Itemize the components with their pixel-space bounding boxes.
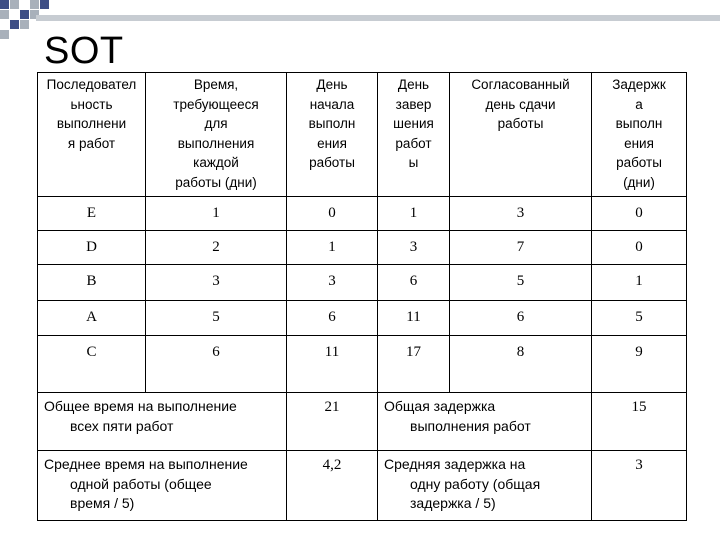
summary-label-line: Общее время на выполнение — [44, 398, 237, 414]
table-cell: 8 — [450, 336, 592, 393]
table-cell: 5 — [450, 265, 592, 301]
table-cell: A — [38, 301, 146, 336]
table-cell: 1 — [592, 265, 687, 301]
table-cell: 1 — [146, 197, 287, 231]
header-line: работы — [497, 116, 544, 131]
summary-value: 21 — [287, 393, 378, 451]
table-cell: 5 — [146, 301, 287, 336]
header-line: выполнения — [177, 135, 255, 151]
header-line: Задержк — [612, 77, 666, 92]
header-line: а — [635, 96, 643, 112]
table-cell: D — [38, 231, 146, 265]
table-cell: 0 — [592, 231, 687, 265]
table-cell: C — [38, 336, 146, 393]
summary-label-line: время / 5) — [70, 495, 135, 511]
header-line: ьность — [70, 96, 113, 112]
table-row — [38, 197, 687, 231]
summary-row — [38, 393, 687, 451]
header-line: шения — [393, 116, 434, 131]
table-cell: 2 — [146, 231, 287, 265]
summary-label-line: Среднее время на выполнение — [44, 456, 248, 472]
summary-label — [38, 393, 287, 451]
header-line: начала — [309, 96, 355, 112]
summary-label-line: одну работу (общая — [410, 475, 541, 492]
header-line: выполн — [308, 116, 356, 131]
header-line: День — [316, 77, 348, 92]
header-line: выполн — [615, 116, 663, 131]
summary-label-line: Общая задержка — [384, 398, 496, 414]
table-cell: 6 — [287, 301, 378, 336]
header-cell — [378, 73, 450, 197]
summary-label-line: Средняя задержка на — [384, 456, 526, 472]
header-line: ения — [624, 135, 654, 151]
table-row — [38, 231, 687, 265]
table-cell: 1 — [378, 197, 450, 231]
header-line: требующееся — [173, 96, 259, 112]
table-cell: 0 — [287, 197, 378, 231]
table-cell: 3 — [146, 265, 287, 301]
header-cell — [287, 73, 378, 197]
table-cell: 11 — [287, 336, 378, 393]
summary-row — [38, 451, 687, 521]
table-row — [38, 336, 687, 393]
header-line: я работ — [67, 135, 116, 151]
table-row — [38, 301, 687, 336]
header-line: работы — [616, 155, 662, 170]
slide-title: SOT — [44, 30, 124, 72]
header-line: работы — [309, 155, 355, 170]
header-line: Согласованный — [471, 77, 570, 92]
header-line: работы (дни) — [175, 174, 257, 190]
summary-label-line: всех пяти работ — [70, 417, 174, 434]
table-cell: B — [38, 265, 146, 301]
table-row — [38, 265, 687, 301]
header-line: каждой — [193, 155, 239, 170]
header-line: День — [397, 77, 430, 92]
header-cell — [38, 73, 146, 197]
header-line: для — [204, 116, 228, 131]
table-cell: 5 — [592, 301, 687, 336]
header-line: (дни) — [623, 174, 655, 190]
summary-label — [378, 393, 592, 451]
header-row — [38, 73, 687, 197]
table-cell: 1 — [287, 231, 378, 265]
summary-label-line: задержка / 5) — [410, 495, 496, 511]
title-divider — [36, 15, 720, 21]
table-cell: 17 — [378, 336, 450, 393]
table-cell: 3 — [378, 231, 450, 265]
header-line: ы — [408, 155, 419, 170]
header-line: ения — [317, 135, 347, 151]
table-cell: 6 — [450, 301, 592, 336]
table-cell: 3 — [450, 197, 592, 231]
summary-value: 15 — [592, 393, 687, 451]
summary-label-line: выполнения работ — [410, 417, 531, 434]
summary-value: 3 — [592, 451, 687, 521]
sot-table — [37, 72, 687, 521]
summary-label-line: одной работы (общее — [70, 475, 212, 492]
header-line: день сдачи — [485, 96, 556, 112]
table-cell: 7 — [450, 231, 592, 265]
table-cell: 6 — [378, 265, 450, 301]
table-cell: 11 — [378, 301, 450, 336]
table-cell: 3 — [287, 265, 378, 301]
header-line: работ — [395, 135, 432, 151]
table-cell: 9 — [592, 336, 687, 393]
header-line: Время, — [193, 77, 239, 92]
table-cell: E — [38, 197, 146, 231]
header-line: Последовател — [46, 77, 137, 92]
table-cell: 6 — [146, 336, 287, 393]
summary-value: 4,2 — [287, 451, 378, 521]
header-cell — [450, 73, 592, 197]
header-cell — [592, 73, 687, 197]
header-cell — [146, 73, 287, 197]
table-cell: 0 — [592, 197, 687, 231]
summary-label — [378, 451, 592, 521]
header-line: завер — [395, 96, 432, 112]
header-line: выполнени — [56, 116, 127, 131]
summary-label — [38, 451, 287, 521]
